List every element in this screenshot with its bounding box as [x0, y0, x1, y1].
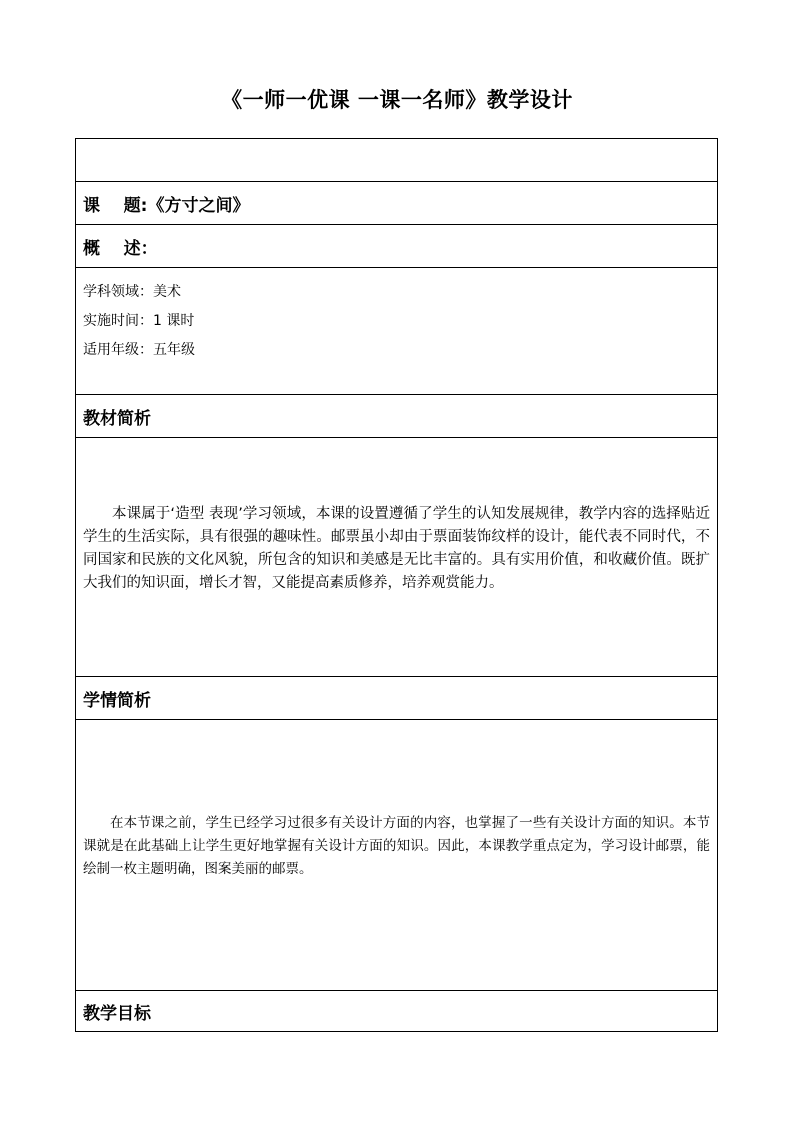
learner-paragraph: 在本节课之前，学生已经学习过很多有关设计方面的内容，也掌握了一些有关设计方面的知识。本节课就是在此基础上让学生更好地掌握有关设计方面的知识。因此，本课教学重点定为，学习设计邮票，能绘制一枚主题明确，图案美丽的邮票。 — [83, 814, 710, 877]
table-row-textbook-body — [76, 438, 718, 677]
blank-cell — [76, 139, 718, 182]
goal-heading: 教学目标 — [76, 991, 718, 1032]
table-row-blank — [76, 139, 718, 182]
table-row-info — [76, 268, 718, 395]
table-row-learner-body — [76, 720, 718, 991]
table-row-overview — [76, 225, 718, 268]
info-line-subject: 学科领域：美术 — [83, 284, 181, 300]
table-row-textbook-heading — [76, 395, 718, 438]
textbook-paragraph: 本课属于‘造型 表现’学习领域，本课的设置遵循了学生的认知发展规律，教学内容的选择贴近学生的生活实际，具有很强的趣味性。邮票虽小却由于票面装饰纹样的设计，能代表不同时代，不同国家和民族的文化风貌，所包含的知识和美感是无比丰富的。具有实用价值，和收藏价值。既扩大我们的知识面，增长才智，又能提高素质修养，培养观赏能力。 — [83, 506, 710, 591]
learner-cell — [76, 720, 718, 991]
table-row-topic — [76, 182, 718, 225]
textbook-heading: 教材简析 — [76, 395, 718, 438]
overview-heading: 概 述： — [76, 225, 718, 268]
lesson-plan-table — [75, 138, 718, 1032]
textbook-cell — [76, 438, 718, 677]
topic-cell: 课 题:《方寸之间》 — [76, 182, 718, 225]
table-row-learner-heading — [76, 677, 718, 720]
info-line-duration: 实施时间：1 课时 — [83, 313, 195, 329]
learner-heading: 学情简析 — [76, 677, 718, 720]
info-line-grade: 适用年级：五年级 — [83, 342, 195, 358]
table-row-goal — [76, 991, 718, 1032]
info-cell — [76, 268, 718, 395]
document-title: 《一师一优课 一课一名师》教学设计 — [221, 88, 573, 112]
